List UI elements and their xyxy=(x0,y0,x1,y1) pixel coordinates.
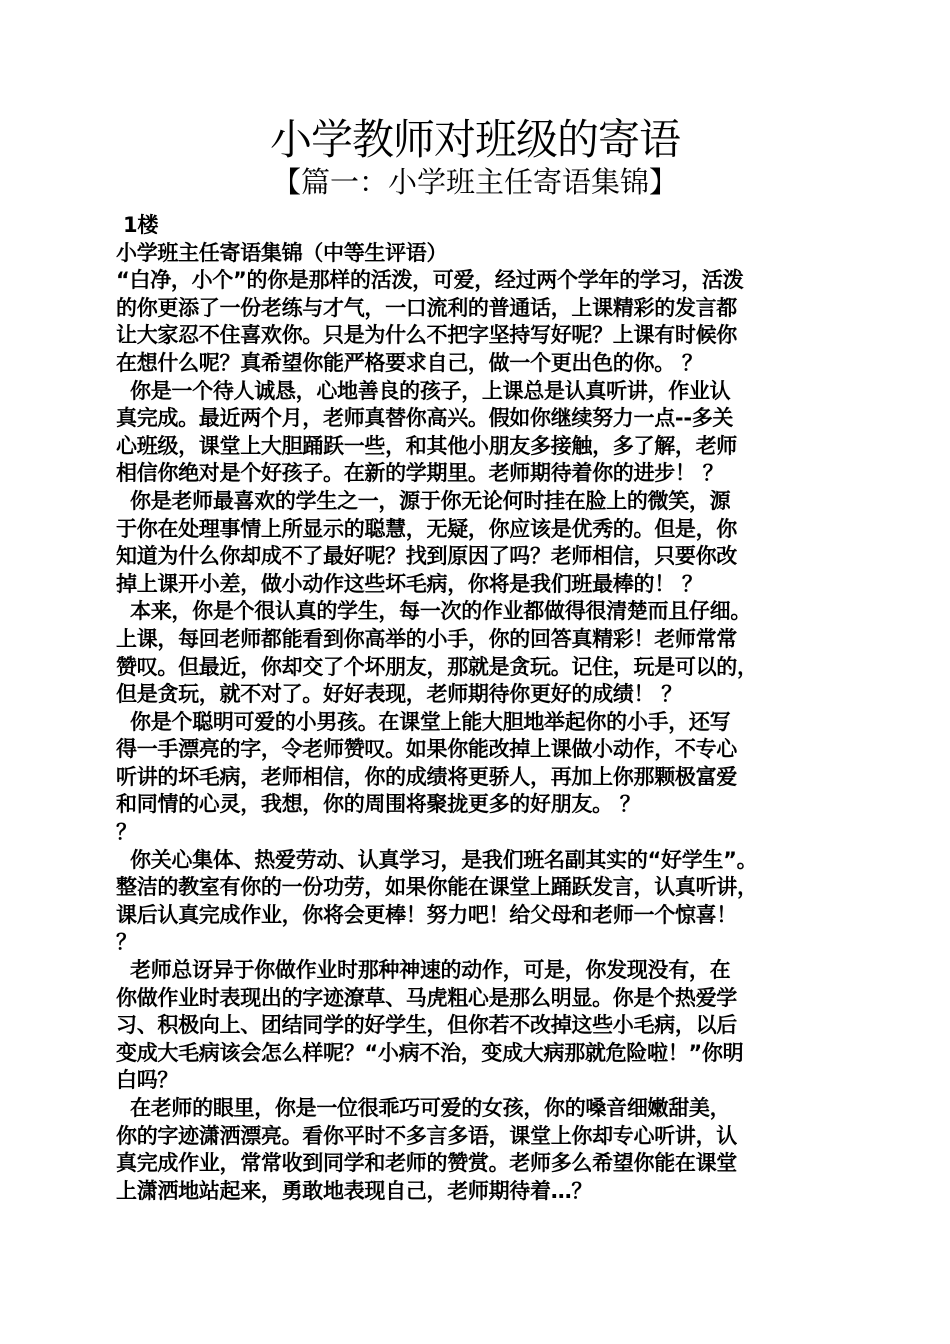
text-line: 相信你绝对是个好孩子。在新的学期里。老师期待着你的进步！ ？ xyxy=(116,461,724,486)
text-line: 但是贪玩，就不对了。好好表现，老师期待你更好的成绩！ ？ xyxy=(116,682,682,707)
text-line: 掉上课开小差，做小动作这些坏毛病，你将是我们班最棒的！ ？ xyxy=(116,571,703,596)
body-text xyxy=(116,212,846,1205)
text-line: 真完成作业，常常收到同学和老师的赞赏。老师多么希望你能在课堂 xyxy=(116,1151,737,1176)
text-line: 你是老师最喜欢的学生之一，源于你无论何时挂在脸上的微笑，源 xyxy=(116,488,731,513)
text-line: 在想什么呢？真希望你能严格要求自己，做一个更出色的你。 ？ xyxy=(116,350,703,375)
text-line: 于你在处理事情上所显示的聪慧，无疑，你应该是优秀的。但是，你 xyxy=(116,516,737,541)
text-line: 你关心集体、热爱劳动、认真学习，是我们班名副其实的“好学生”。 xyxy=(116,847,758,872)
text-line: 心班级，课堂上大胆踊跃一些，和其他小朋友多接触，多了解，老师 xyxy=(116,433,737,458)
text-line: 让大家忍不住喜欢你。只是为什么不把字坚持写好呢？上课有时候你 xyxy=(116,323,737,348)
text-line: 在老师的眼里，你是一位很乖巧可爱的女孩，你的嗓音细嫩甜美， xyxy=(116,1096,731,1120)
text-line: 和同情的心灵，我想，你的周围将聚拢更多的好朋友。 ？ xyxy=(116,792,641,817)
text-line: 课后认真完成作业，你将会更棒！努力吧！给父母和老师一个惊喜！ xyxy=(116,902,737,927)
page-title: 小学教师对班级的寄语 xyxy=(269,115,680,164)
text-line: 习、积极向上、团结同学的好学生，但你若不改掉这些小毛病，以后 xyxy=(116,1013,737,1038)
text-line: 听讲的坏毛病，老师相信，你的成绩将更骄人，再加上你那颗极富爱 xyxy=(116,764,737,789)
text-line: 小学班主任寄语集锦（中等生评语） xyxy=(116,240,448,265)
text-line: 整洁的教室有你的一份功劳，如果你能在课堂上踊跃发言，认真听讲， xyxy=(116,875,758,900)
text-line: 你的字迹潇洒漂亮。看你平时不多言多语，课堂上你却专心听讲，认 xyxy=(116,1123,737,1148)
text-line: 本来，你是个很认真的学生，每一次的作业都做得很清楚而且仔细。 xyxy=(116,599,752,624)
text-line: 的你更添了一份老练与才气，一口流利的普通话，上课精彩的发言都 xyxy=(116,295,737,320)
text-line: 1楼 xyxy=(116,213,159,237)
text-line: 知道为什么你却成不了最好呢？找到原因了吗？老师相信，只要你改 xyxy=(116,544,737,569)
text-line: ？ xyxy=(116,930,137,955)
text-line: 赞叹。但最近，你却交了个坏朋友，那就是贪玩。记住，玩是可以的， xyxy=(116,654,758,679)
text-line: 真完成。最近两个月，老师真替你高兴。假如你继续努力一点--多关 xyxy=(116,406,734,431)
text-line: 变成大毛病该会怎么样呢？“小病不治，变成大病那就危险啦！”你明 xyxy=(116,1040,744,1065)
text-line: 你是个聪明可爱的小男孩。在课堂上能大胆地举起你的小手，还写 xyxy=(116,709,731,734)
text-line: 上课，每回老师都能看到你高举的小手，你的回答真精彩！老师常常 xyxy=(116,626,737,651)
text-line: 上潇洒地站起来，勇敢地表现自己，老师期待着…？ xyxy=(116,1178,593,1203)
text-line: 白吗？ xyxy=(116,1068,179,1093)
text-line: ？ xyxy=(116,820,137,845)
text-line: 得一手漂亮的字，令老师赞叹。如果你能改掉上课做小动作，不专心 xyxy=(116,737,737,762)
text-line: “白净，小个”的你是那样的活泼，可爱，经过两个学年的学习，活泼 xyxy=(116,268,744,293)
text-line: 你是一个待人诚恳，心地善良的孩子，上课总是认真听讲，作业认 xyxy=(116,378,731,403)
page-subtitle: 【篇一：小学班主任寄语集锦】 xyxy=(271,165,678,199)
text-line: 老师总讶异于你做作业时那种神速的动作，可是，你发现没有，在 xyxy=(116,958,731,983)
text-line: 你做作业时表现出的字迹潦草、马虎粗心是那么明显。你是个热爱学 xyxy=(116,985,737,1010)
